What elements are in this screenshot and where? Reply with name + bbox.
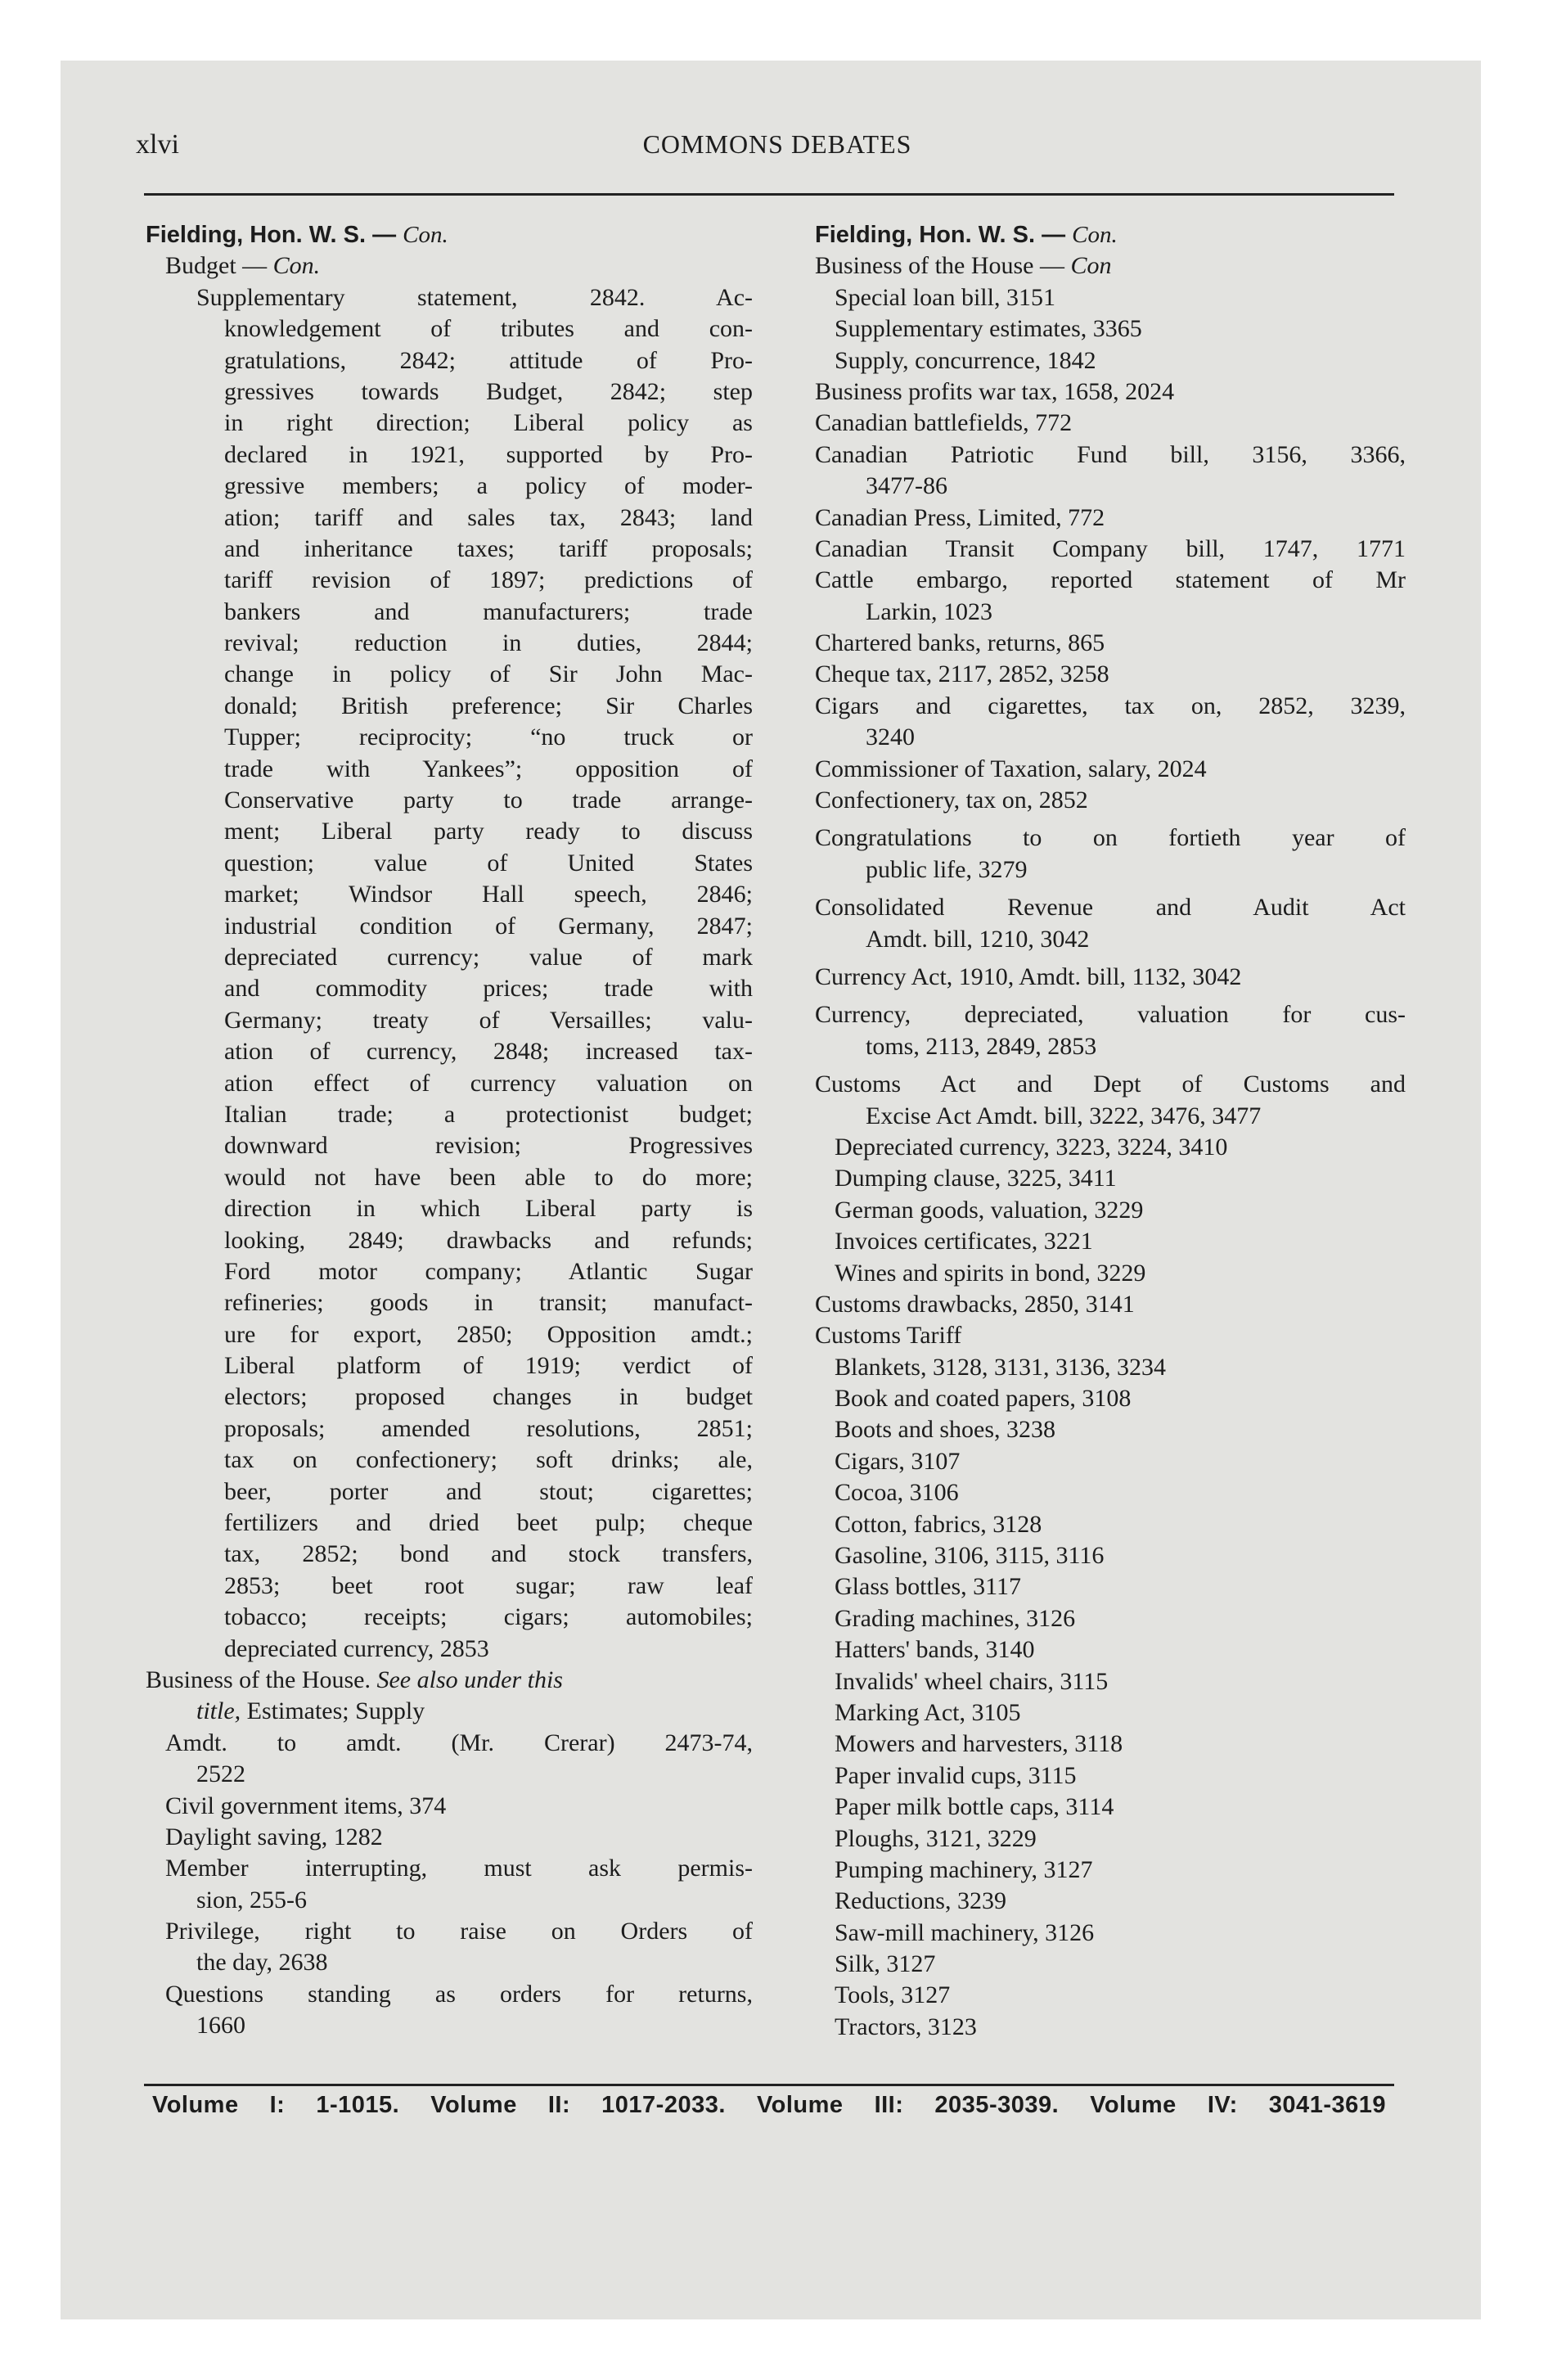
index-entry-line bbox=[815, 1634, 1406, 1666]
entry-text: tax on confectionery; soft drinks; ale, bbox=[224, 1446, 753, 1474]
entry-text: Blankets, 3128, 3131, 3136, 3234 bbox=[835, 1353, 1166, 1381]
index-entry-line bbox=[815, 1258, 1406, 1289]
index-entry-line bbox=[146, 1728, 753, 1759]
index-entry-line bbox=[815, 1101, 1406, 1132]
entry-text: Questions standing as orders for returns, bbox=[165, 1980, 753, 2008]
entry-text: declared in 1921, supported by Pro- bbox=[224, 440, 753, 468]
index-entry-line bbox=[815, 1509, 1406, 1540]
index-entry-line bbox=[815, 376, 1406, 408]
entry-text: Budget — bbox=[165, 252, 268, 280]
entry-text: Saw-mill machinery, 3126 bbox=[835, 1918, 1095, 1946]
entry-text: Tupper; reciprocity; “no truck or bbox=[224, 723, 753, 751]
entry-text: Depreciated currency, 3223, 3224, 3410 bbox=[835, 1133, 1228, 1161]
index-entry-line bbox=[146, 816, 753, 847]
entry-text: Tractors, 3123 bbox=[835, 2013, 977, 2040]
index-entry-line bbox=[815, 408, 1406, 439]
index-entry-line bbox=[146, 1256, 753, 1287]
index-entry-line bbox=[815, 1414, 1406, 1445]
entry-text: and inheritance taxes; tariff proposals; bbox=[224, 534, 753, 562]
index-entry-line bbox=[815, 691, 1406, 722]
index-entry-line bbox=[815, 1697, 1406, 1729]
index-entry-line bbox=[815, 313, 1406, 345]
entry-text: Italian trade; a protectionist budget; bbox=[224, 1100, 753, 1128]
continued-marker: Con. bbox=[272, 252, 321, 280]
entry-text: gressive members; a policy of moder- bbox=[224, 472, 753, 500]
entry-text: Currency Act, 1910, Amdt. bill, 1132, 3042 bbox=[815, 962, 1242, 990]
entry-text: ation effect of currency valuation on bbox=[224, 1069, 753, 1097]
index-entry-line bbox=[146, 1759, 753, 1790]
index-entry-line bbox=[146, 1005, 753, 1036]
entry-text: knowledgement of tributes and con- bbox=[224, 315, 753, 343]
entry-text: looking, 2849; drawbacks and refunds; bbox=[224, 1226, 753, 1254]
entry-text: Grading machines, 3126 bbox=[835, 1604, 1076, 1632]
entry-text: Invoices certificates, 3221 bbox=[835, 1228, 1093, 1255]
entry-text: Cocoa, 3106 bbox=[835, 1479, 959, 1507]
entry-text: Supplementary estimates, 3365 bbox=[835, 315, 1142, 343]
entry-text: Customs drawbacks, 2850, 3141 bbox=[815, 1290, 1135, 1318]
entry-text: Glass bottles, 3117 bbox=[835, 1573, 1022, 1601]
entry-text: question; value of United States bbox=[224, 849, 753, 877]
entry-text: Canadian Transit Company bill, 1747, 1771 bbox=[815, 534, 1406, 562]
entry-text: and commodity prices; trade with bbox=[224, 975, 753, 1003]
index-entry-line bbox=[146, 1476, 753, 1508]
index-entry-line bbox=[146, 1508, 753, 1539]
index-entry-line bbox=[815, 659, 1406, 690]
index-entry-line bbox=[815, 1163, 1406, 1194]
index-entry-line bbox=[146, 1162, 753, 1193]
index-entry-line bbox=[815, 1352, 1406, 1383]
entry-text: Business of the House — bbox=[815, 252, 1064, 280]
entry-text: Chartered banks, returns, 865 bbox=[815, 629, 1105, 657]
entry-text: Ford motor company; Atlantic Sugar bbox=[224, 1257, 753, 1285]
index-entry-line bbox=[815, 628, 1406, 659]
index-entry-line bbox=[815, 924, 1406, 955]
index-entry-line bbox=[146, 408, 753, 439]
entry-text: Civil government items, 374 bbox=[165, 1792, 447, 1819]
index-entry-line bbox=[146, 1696, 753, 1727]
entry-text: Cigars and cigarettes, tax on, 2852, 3239, bbox=[815, 692, 1406, 719]
entry-text: toms, 2113, 2849, 2853 bbox=[866, 1032, 1097, 1060]
index-entry-line bbox=[815, 1031, 1406, 1062]
index-entry-line bbox=[146, 1539, 753, 1570]
entry-text: Cheque tax, 2117, 2852, 3258 bbox=[815, 660, 1109, 688]
entry-text: 3240 bbox=[866, 723, 915, 751]
index-entry-line bbox=[815, 854, 1406, 886]
entry-text: would not have been able to do more; bbox=[224, 1163, 753, 1191]
continued-marker: Con. bbox=[1072, 222, 1118, 248]
entry-text: 2522 bbox=[196, 1760, 245, 1788]
entry-text: Paper milk bottle caps, 3114 bbox=[835, 1793, 1114, 1821]
index-entry-line bbox=[146, 628, 753, 659]
index-entry-line bbox=[815, 1132, 1406, 1163]
index-entry-line bbox=[146, 1979, 753, 2010]
entry-text: ation; tariff and sales tax, 2843; land bbox=[224, 503, 753, 531]
entry-text: Boots and shoes, 3238 bbox=[835, 1416, 1055, 1444]
index-entry-line bbox=[146, 754, 753, 785]
entry-text: tax, 2852; bond and stock transfers, bbox=[224, 1540, 753, 1568]
index-entry-line bbox=[146, 879, 753, 910]
entry-text: Ploughs, 3121, 3229 bbox=[835, 1824, 1037, 1852]
index-entry-line bbox=[146, 1791, 753, 1822]
entry-text: 3477-86 bbox=[866, 472, 947, 500]
entry-text: Currency, depreciated, valuation for cus- bbox=[815, 1001, 1406, 1029]
entry-text: tobacco; receipts; cigars; automobiles; bbox=[224, 1603, 753, 1631]
entry-text: Tools, 3127 bbox=[835, 1981, 951, 2009]
index-entry-line bbox=[815, 2012, 1406, 2043]
index-entry-line bbox=[815, 1383, 1406, 1414]
index-entry-line bbox=[815, 1477, 1406, 1508]
entry-text: downward revision; Progressives bbox=[224, 1132, 753, 1160]
index-entry-line bbox=[146, 250, 753, 282]
index-entry-line bbox=[146, 1130, 753, 1161]
index-entry-line bbox=[815, 1540, 1406, 1571]
see-also-text: See also under this bbox=[376, 1666, 563, 1693]
index-entry-line bbox=[815, 1729, 1406, 1760]
index-entry-line bbox=[146, 1822, 753, 1853]
entry-text: tariff revision of 1897; predictions of bbox=[224, 566, 753, 594]
running-head: COMMONS DEBATES bbox=[642, 129, 912, 159]
index-entry-line bbox=[146, 1350, 753, 1382]
entry-text: beer, porter and stout; cigarettes; bbox=[224, 1477, 753, 1505]
index-entry-line bbox=[815, 1760, 1406, 1792]
index-entry-line bbox=[815, 1226, 1406, 1257]
index-entry-line bbox=[815, 503, 1406, 534]
index-entry-line bbox=[815, 962, 1406, 993]
index-entry-line bbox=[146, 1068, 753, 1099]
header-rule bbox=[144, 193, 1394, 196]
index-entry-line bbox=[146, 2010, 753, 2041]
entry-text: Fielding, Hon. W. S. bbox=[815, 222, 1036, 248]
entry-text: Consolidated Revenue and Audit Act bbox=[815, 894, 1406, 922]
entry-text: revival; reduction in duties, 2844; bbox=[224, 629, 753, 657]
index-entry-line bbox=[146, 471, 753, 502]
index-entry-line bbox=[815, 1289, 1406, 1320]
entry-text: Amdt. bill, 1210, 3042 bbox=[866, 925, 1090, 953]
index-entry-line bbox=[815, 1886, 1406, 1917]
index-entry-line bbox=[815, 1069, 1406, 1100]
continued-marker: Con. bbox=[403, 222, 448, 248]
entry-text: Pumping machinery, 3127 bbox=[835, 1855, 1093, 1883]
index-entry-line bbox=[146, 1853, 753, 1884]
entry-text: Business profits war tax, 1658, 2024 bbox=[815, 377, 1175, 405]
index-entry-line bbox=[146, 1413, 753, 1445]
entry-text: the day, 2638 bbox=[196, 1949, 328, 1977]
entry-text: Dumping clause, 3225, 3411 bbox=[835, 1165, 1117, 1192]
index-entry-line bbox=[146, 345, 753, 376]
index-entry-line bbox=[146, 1571, 753, 1602]
entry-text: 2853; beet root sugar; raw leaf bbox=[224, 1571, 753, 1599]
entry-text: Special loan bill, 3151 bbox=[835, 283, 1055, 311]
index-entry-line bbox=[146, 659, 753, 690]
entry-text: Commissioner of Taxation, salary, 2024 bbox=[815, 755, 1207, 782]
index-entry-line bbox=[815, 1792, 1406, 1823]
entry-text: Canadian Press, Limited, 772 bbox=[815, 503, 1105, 531]
entry-text: Book and coated papers, 3108 bbox=[835, 1385, 1132, 1413]
index-entry-line bbox=[815, 439, 1406, 471]
index-entry-line bbox=[146, 1665, 753, 1696]
index-entry-line bbox=[146, 1445, 753, 1476]
index-entry-line bbox=[146, 313, 753, 345]
index-entry-line bbox=[146, 1885, 753, 1916]
see-also-text: title, bbox=[196, 1697, 241, 1725]
entry-text: change in policy of Sir John Mac- bbox=[224, 660, 753, 688]
index-entry-line bbox=[146, 848, 753, 879]
entry-text: Cotton, fabrics, 3128 bbox=[835, 1510, 1042, 1538]
entry-text: ment; Liberal party ready to discuss bbox=[224, 818, 753, 845]
footer-rule bbox=[144, 2084, 1394, 2086]
index-entry-line bbox=[815, 722, 1406, 753]
index-entry-line bbox=[146, 1602, 753, 1633]
entry-text: direction in which Liberal party is bbox=[224, 1195, 753, 1223]
entry-text: Reductions, 3239 bbox=[835, 1887, 1006, 1915]
entry-text: Gasoline, 3106, 3115, 3116 bbox=[835, 1542, 1105, 1570]
entry-text: Canadian battlefields, 772 bbox=[815, 409, 1073, 437]
index-entry-line bbox=[146, 911, 753, 942]
index-entry-line bbox=[815, 823, 1406, 854]
index-entry-line bbox=[815, 785, 1406, 816]
entry-text: market; Windsor Hall speech, 2846; bbox=[224, 881, 753, 908]
index-entry-line bbox=[815, 1980, 1406, 2011]
entry-text: electors; proposed changes in budget bbox=[224, 1383, 753, 1411]
entry-text: bankers and manufacturers; trade bbox=[224, 597, 753, 625]
index-entry-line bbox=[146, 503, 753, 534]
entry-text: proposals; amended resolutions, 2851; bbox=[224, 1414, 753, 1442]
entry-text: Supplementary statement, 2842. Ac- bbox=[196, 283, 753, 311]
entry-text: sion, 255-6 bbox=[196, 1886, 307, 1913]
entry-text: Supply, concurrence, 1842 bbox=[835, 346, 1096, 374]
index-entry-line bbox=[146, 785, 753, 816]
index-entry-line bbox=[815, 1195, 1406, 1226]
index-entry-line bbox=[146, 439, 753, 471]
entry-text: industrial condition of Germany, 2847; bbox=[224, 912, 753, 940]
index-entry-line bbox=[146, 1947, 753, 1978]
index-entry-line bbox=[146, 1287, 753, 1318]
index-entry-line bbox=[815, 1855, 1406, 1886]
entry-text: Fielding, Hon. W. S. bbox=[146, 222, 367, 248]
index-entry-line bbox=[815, 565, 1406, 596]
entry-text: Canadian Patriotic Fund bill, 3156, 3366, bbox=[815, 440, 1406, 468]
index-heading: Fielding, Hon. W. S. — Con. bbox=[815, 222, 1118, 248]
entry-text: Privilege, right to raise on Orders of bbox=[165, 1918, 753, 1945]
entry-text: ure for export, 2850; Opposition amdt.; bbox=[224, 1320, 753, 1348]
index-entry-line bbox=[815, 345, 1406, 376]
index-entry-line bbox=[146, 565, 753, 596]
index-entry-line bbox=[146, 1916, 753, 1947]
entry-text: Larkin, 1023 bbox=[866, 597, 992, 625]
index-entry-line bbox=[815, 1603, 1406, 1634]
entry-text: Silk, 3127 bbox=[835, 1950, 936, 1978]
continued-marker: Con bbox=[1070, 252, 1112, 280]
entry-text: Liberal platform of 1919; verdict of bbox=[224, 1352, 753, 1380]
index-entry-line bbox=[815, 597, 1406, 628]
index-heading: Fielding, Hon. W. S. — Con. bbox=[146, 222, 448, 248]
index-entry-line bbox=[815, 892, 1406, 923]
index-entry-line bbox=[146, 1099, 753, 1130]
entry-text: Cigars, 3107 bbox=[835, 1447, 961, 1475]
entry-text: Conservative party to trade arrange- bbox=[224, 787, 753, 814]
entry-text: refineries; goods in transit; manufact- bbox=[224, 1289, 753, 1317]
entry-text: Customs Tariff bbox=[815, 1322, 962, 1350]
index-entry-line bbox=[146, 1382, 753, 1413]
index-entry-line bbox=[815, 1666, 1406, 1697]
entry-text: in right direction; Liberal policy as bbox=[224, 409, 753, 437]
entry-text: Business of the House. bbox=[146, 1666, 371, 1693]
index-entry-line bbox=[815, 534, 1406, 565]
index-entry-line bbox=[815, 250, 1406, 282]
index-entry-line bbox=[146, 1193, 753, 1224]
entry-text: Estimates; Supply bbox=[241, 1697, 425, 1725]
entry-text: Amdt. to amdt. (Mr. Crerar) 2473-74, bbox=[165, 1729, 753, 1756]
entry-text: Customs Act and Dept of Customs and bbox=[815, 1071, 1406, 1098]
entry-text: German goods, valuation, 3229 bbox=[835, 1196, 1144, 1224]
entry-text: Paper invalid cups, 3115 bbox=[835, 1761, 1077, 1789]
index-entry-line bbox=[146, 1036, 753, 1067]
index-entry-line bbox=[815, 999, 1406, 1030]
entry-text: public life, 3279 bbox=[866, 855, 1028, 883]
index-entry-line bbox=[146, 722, 753, 753]
page-number: xlvi bbox=[136, 129, 179, 160]
entry-text: trade with Yankees”; opposition of bbox=[224, 755, 753, 782]
entry-text: Member interrupting, must ask permis- bbox=[165, 1855, 753, 1882]
index-entry-line bbox=[815, 1823, 1406, 1855]
index-entry-line bbox=[146, 597, 753, 628]
index-entry-line bbox=[815, 282, 1406, 313]
index-entry-line bbox=[815, 1320, 1406, 1351]
entry-text: Cattle embargo, reported statement of Mr bbox=[815, 566, 1406, 594]
index-entry-line bbox=[146, 376, 753, 408]
index-entry-line bbox=[146, 691, 753, 722]
volume-range-footer: Volume I: 1-1015. Volume II: 1017-2033. Volume III: 2035-3039. Volume IV: 3041-3619 bbox=[152, 2092, 1386, 2118]
entry-text: Hatters' bands, 3140 bbox=[835, 1636, 1035, 1664]
entry-text: gratulations, 2842; attitude of Pro- bbox=[224, 346, 753, 374]
index-entry-line bbox=[815, 1918, 1406, 1949]
index-entry-line bbox=[815, 1446, 1406, 1477]
entry-text: Germany; treaty of Versailles; valu- bbox=[224, 1006, 753, 1034]
entry-text: Invalids' wheel chairs, 3115 bbox=[835, 1667, 1109, 1695]
entry-text: Congratulations to on fortieth year of bbox=[815, 824, 1406, 852]
entry-text: fertilizers and dried beet pulp; cheque bbox=[224, 1509, 753, 1537]
entry-text: Daylight saving, 1282 bbox=[165, 1823, 383, 1850]
entry-text: 1660 bbox=[196, 2012, 245, 2040]
entry-text: Excise Act Amdt. bill, 3222, 3476, 3477 bbox=[866, 1102, 1262, 1129]
entry-text: Confectionery, tax on, 2852 bbox=[815, 787, 1088, 814]
entry-text: Wines and spirits in bond, 3229 bbox=[835, 1259, 1146, 1287]
entry-text: depreciated currency; value of mark bbox=[224, 943, 753, 971]
entry-text: donald; British preference; Sir Charles bbox=[224, 692, 753, 719]
index-entry-line bbox=[815, 471, 1406, 502]
index-entry-line bbox=[146, 973, 753, 1004]
index-entry-line bbox=[146, 282, 753, 313]
entry-text: gressives towards Budget, 2842; step bbox=[224, 377, 753, 405]
entry-text: Marking Act, 3105 bbox=[835, 1698, 1021, 1726]
index-entry-line bbox=[146, 1319, 753, 1350]
index-entry-line bbox=[815, 1949, 1406, 1980]
entry-text: depreciated currency, 2853 bbox=[224, 1634, 489, 1662]
index-entry-line bbox=[146, 1225, 753, 1256]
index-entry-line bbox=[815, 1571, 1406, 1602]
index-entry-line bbox=[146, 942, 753, 973]
index-entry-line bbox=[146, 1634, 753, 1665]
index-column-right bbox=[815, 219, 1406, 2043]
entry-text: Mowers and harvesters, 3118 bbox=[835, 1730, 1123, 1758]
index-column-left bbox=[146, 219, 753, 2042]
index-entry-line bbox=[146, 534, 753, 565]
index-entry-line bbox=[815, 754, 1406, 785]
entry-text: ation of currency, 2848; increased tax- bbox=[224, 1038, 753, 1066]
